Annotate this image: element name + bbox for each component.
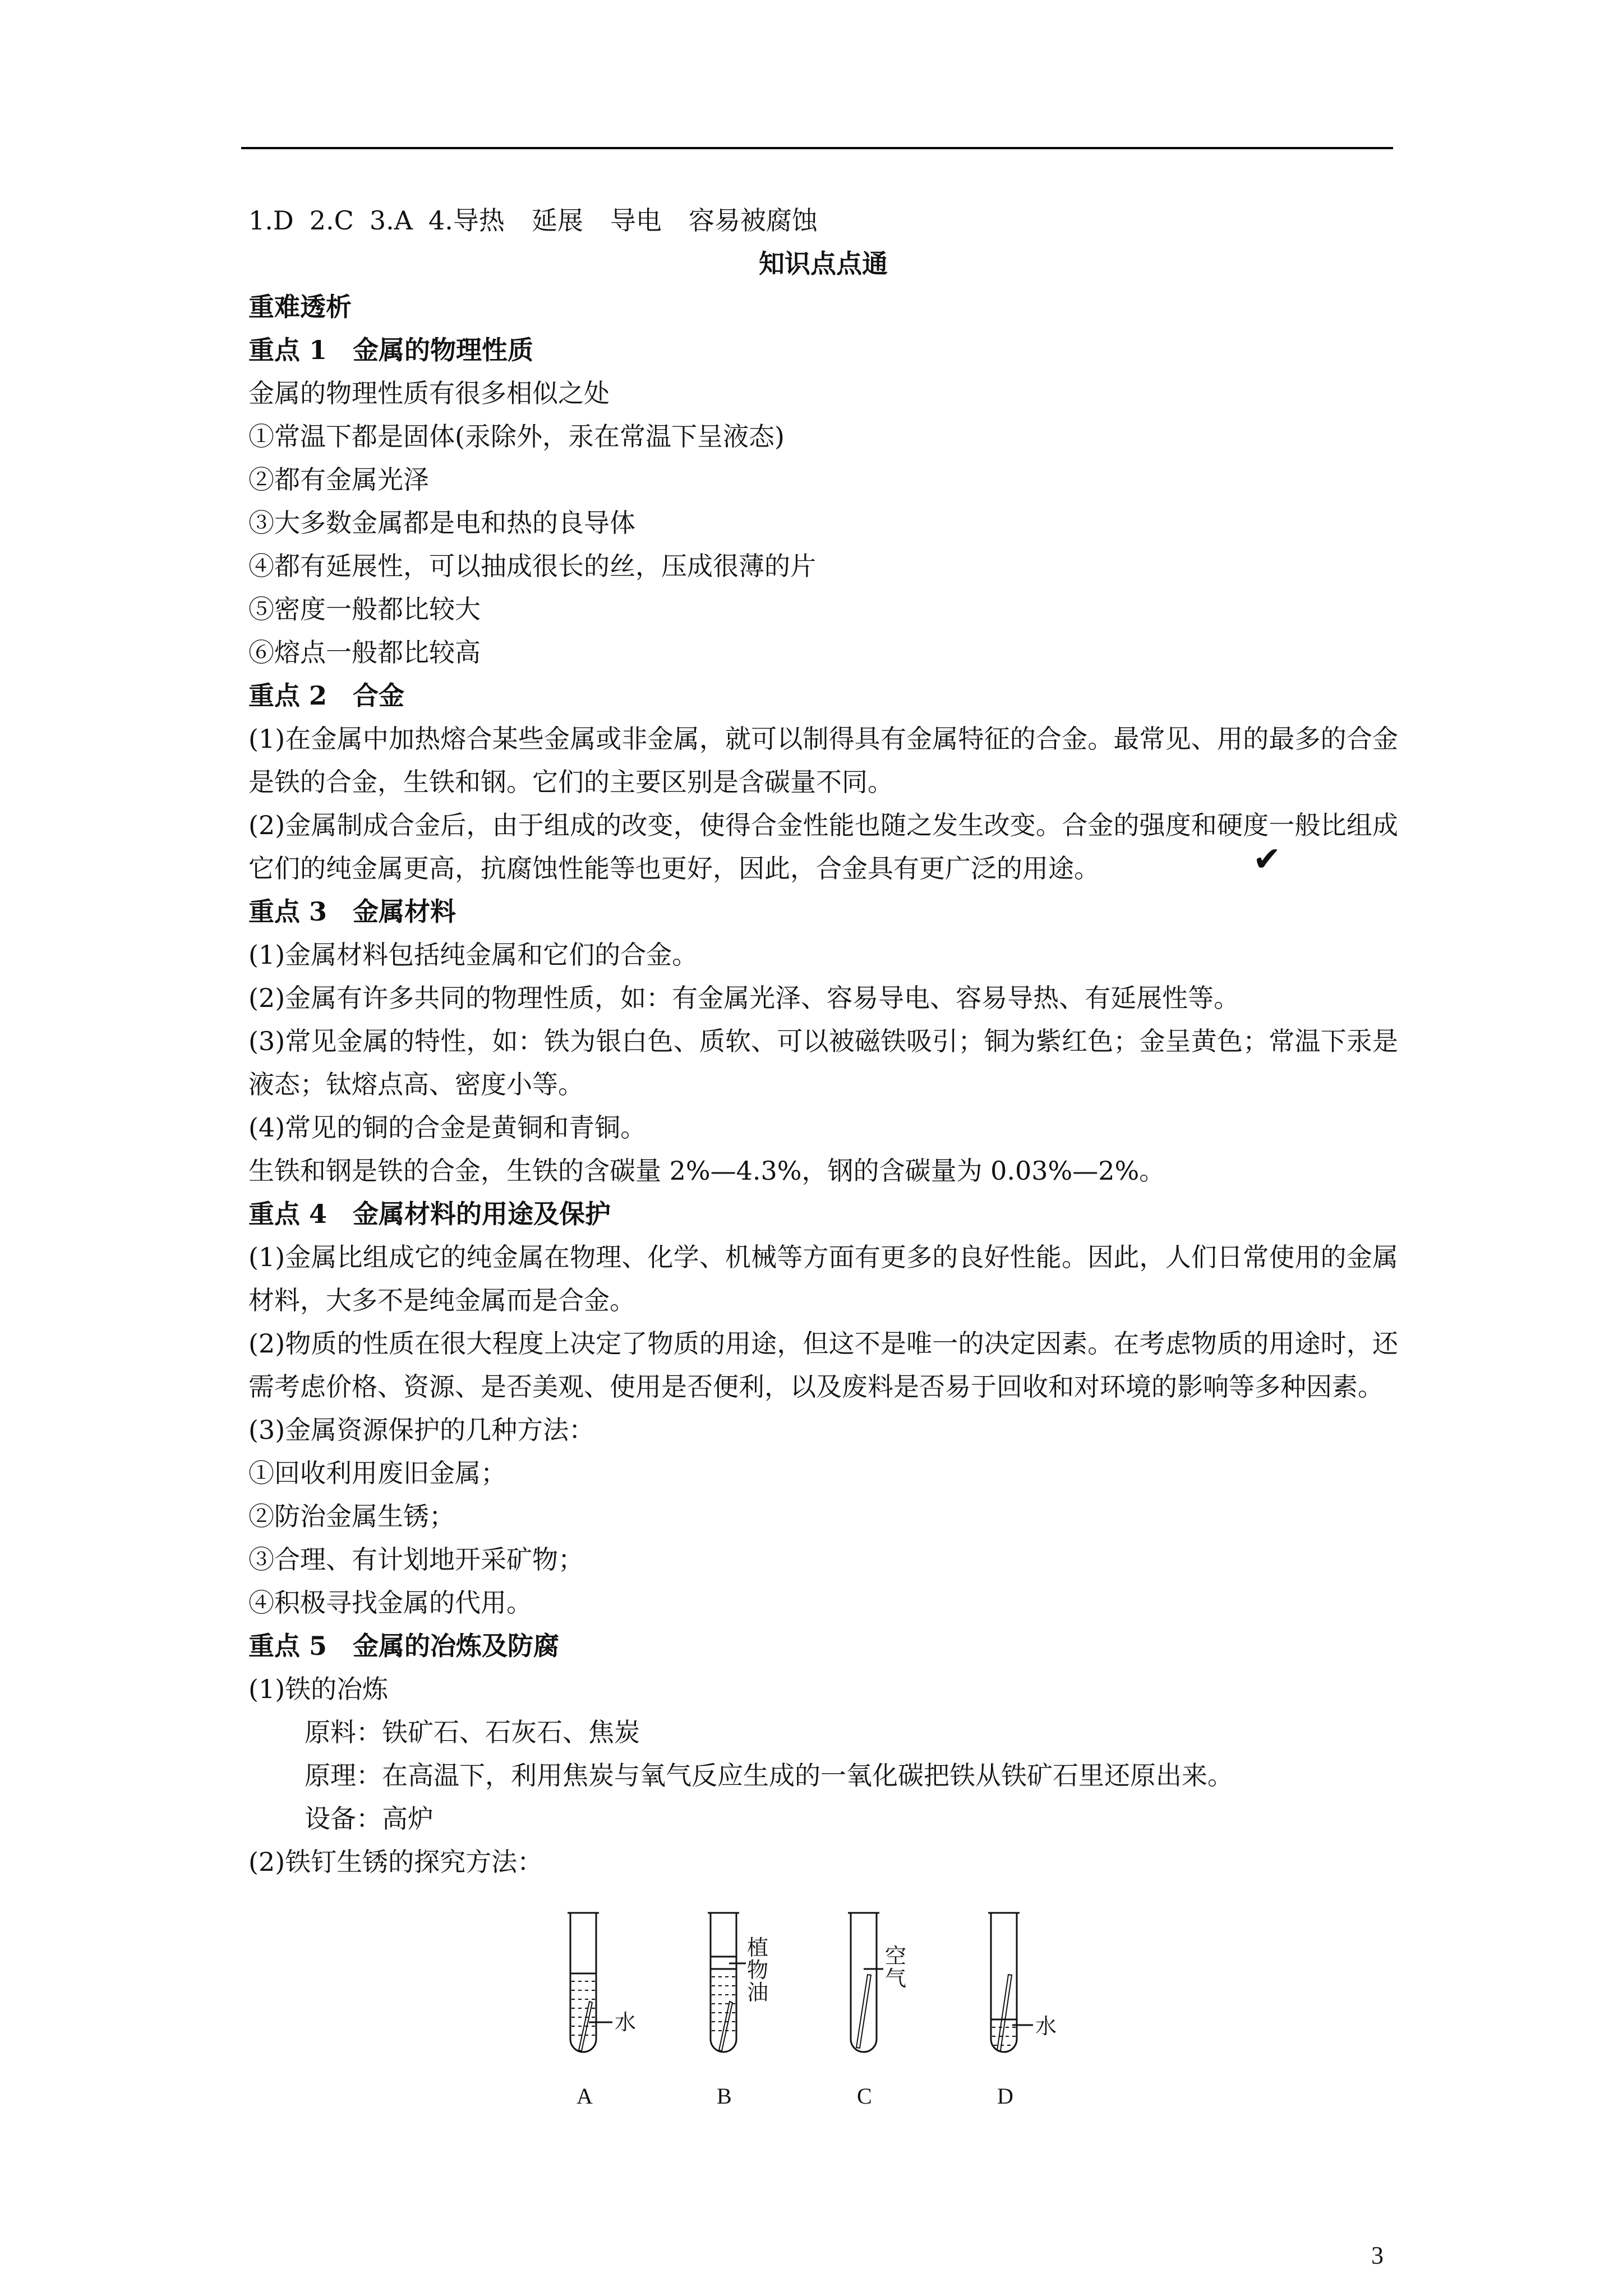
page-title: 知识点点通	[759, 249, 888, 279]
section-heading: 重难透析	[248, 292, 352, 322]
answer-4a: 4.导热	[428, 205, 505, 236]
tube-a	[568, 1913, 612, 2052]
k3-paragraph-2: (2)金属有许多共同的物理性质，如：有金属光泽、容易导电、容易导热、有延展性等。	[248, 983, 1240, 1013]
page-number: 3	[1371, 2242, 1384, 2269]
answer-3: 3.A	[369, 205, 413, 236]
k2-heading: 重点 2 合金	[248, 680, 405, 711]
header-rule	[241, 147, 1393, 149]
k1-heading: 重点 1 金属的物理性质	[248, 335, 534, 365]
k5-principle: 原理：在高温下，利用焦炭与氧气反应生成的一氧化碳把铁从铁矿石里还原出来。	[305, 1760, 1233, 1791]
answer-1: 1.D	[248, 205, 294, 236]
answer-4d: 容易被腐蚀	[688, 205, 818, 236]
k5-raw-materials: 原料：铁矿石、石灰石、焦炭	[305, 1717, 640, 1747]
tube-c-air-label-1: 空	[885, 1944, 907, 1968]
k2-paragraph-2: (2)金属制成合金后，由于组成的改变，使得合金性能也随之发生改变。合金的强度和硬度一般比组成它们的纯金属更高，抗腐蚀性能等也更好，因此，合金具有更广泛的用途。	[248, 810, 1398, 884]
checkmark-icon: ✔	[1253, 840, 1281, 879]
tube-d-liquid-label: 水	[1035, 2014, 1057, 2039]
k4-list-item: ④积极寻找金属的代用。	[248, 1588, 532, 1618]
k5-paragraph-2: (2)铁钉生锈的探究方法：	[248, 1847, 543, 1877]
tube-d	[988, 1913, 1033, 2052]
k1-line: ②都有金属光泽	[248, 464, 429, 495]
k3-paragraph-4: (4)常见的铜的合金是黄铜和青铜。	[248, 1112, 647, 1143]
k3-heading: 重点 3 金属材料	[248, 896, 457, 927]
k1-line: ⑤密度一般都比较大	[248, 594, 481, 624]
k1-line: 金属的物理性质有很多相似之处	[248, 378, 610, 408]
tube-a-label: A	[577, 2083, 593, 2109]
tube-c	[848, 1913, 883, 2052]
tube-b-label: B	[717, 2083, 732, 2109]
test-tube-figure	[516, 1907, 1105, 2115]
k1-line: ①常温下都是固体(汞除外，汞在常温下呈液态)	[248, 421, 785, 452]
k1-line: ⑥熔点一般都比较高	[248, 637, 481, 668]
page-content	[248, 199, 1398, 1884]
k4-list-item: ①回收利用废旧金属；	[248, 1458, 506, 1488]
answer-2: 2.C	[309, 205, 354, 236]
k1-line: ③大多数金属都是电和热的良导体	[248, 508, 635, 538]
answer-4c: 导电	[610, 205, 662, 236]
answer-line	[248, 199, 1398, 242]
k4-paragraph-3: (3)金属资源保护的几种方法：	[248, 1415, 595, 1445]
tube-d-label: D	[997, 2083, 1013, 2109]
tube-c-air-label-2: 气	[885, 1966, 907, 1991]
k1-line: ④都有延展性，可以抽成很长的丝，压成很薄的片	[248, 551, 816, 581]
tube-b-liquid-label-2: 物	[747, 1958, 769, 1982]
k5-equipment: 设备：高炉	[305, 1803, 434, 1834]
k4-list-item: ②防治金属生锈；	[248, 1501, 455, 1531]
k2-paragraph-1: (1)在金属中加热熔合某些金属或非金属，就可以制得具有金属特征的合金。最常见、用的最多的合金是铁的合金，生铁和钢。它们的主要区别是含碳量不同。	[248, 724, 1398, 797]
k4-paragraph-1: (1)金属比组成它的纯金属在物理、化学、机械等方面有更多的良好性能。因此，人们日常使用的金属材料，大多不是纯金属而是合金。	[248, 1242, 1398, 1315]
k4-heading: 重点 4 金属材料的用途及保护	[248, 1199, 611, 1229]
k5-paragraph-1: (1)铁的冶炼	[248, 1674, 389, 1704]
tube-a-liquid-label: 水	[615, 2010, 637, 2035]
k3-paragraph-3: (3)常见金属的特性，如：铁为银白色、质软、可以被磁铁吸引；铜为紫红色；金呈黄色；常温下汞是液态；钛熔点高、密度小等。	[248, 1026, 1398, 1099]
tube-b-liquid-label-1: 植	[747, 1935, 769, 1960]
k4-list-item: ③合理、有计划地开采矿物；	[248, 1544, 584, 1575]
k3-paragraph-1: (1)金属材料包括纯金属和它们的合金。	[248, 940, 698, 970]
k3-paragraph-5: 生铁和钢是铁的合金，生铁的含碳量 2%—4.3%，钢的含碳量为 0.03%—2%。	[248, 1156, 1165, 1186]
k4-paragraph-2: (2)物质的性质在很大程度上决定了物质的用途，但这不是唯一的决定因素。在考虑物质的用途时，还需考虑价格、资源、是否美观、使用是否便利，以及废料是否易于回收和对环境的影响等多种因素。	[248, 1328, 1398, 1402]
tube-b	[708, 1913, 746, 2052]
tube-c-label: C	[857, 2083, 872, 2109]
answer-4b: 延展	[531, 205, 583, 236]
k5-heading: 重点 5 金属的冶炼及防腐	[248, 1631, 560, 1661]
tube-b-liquid-label-3: 油	[747, 1980, 769, 2005]
